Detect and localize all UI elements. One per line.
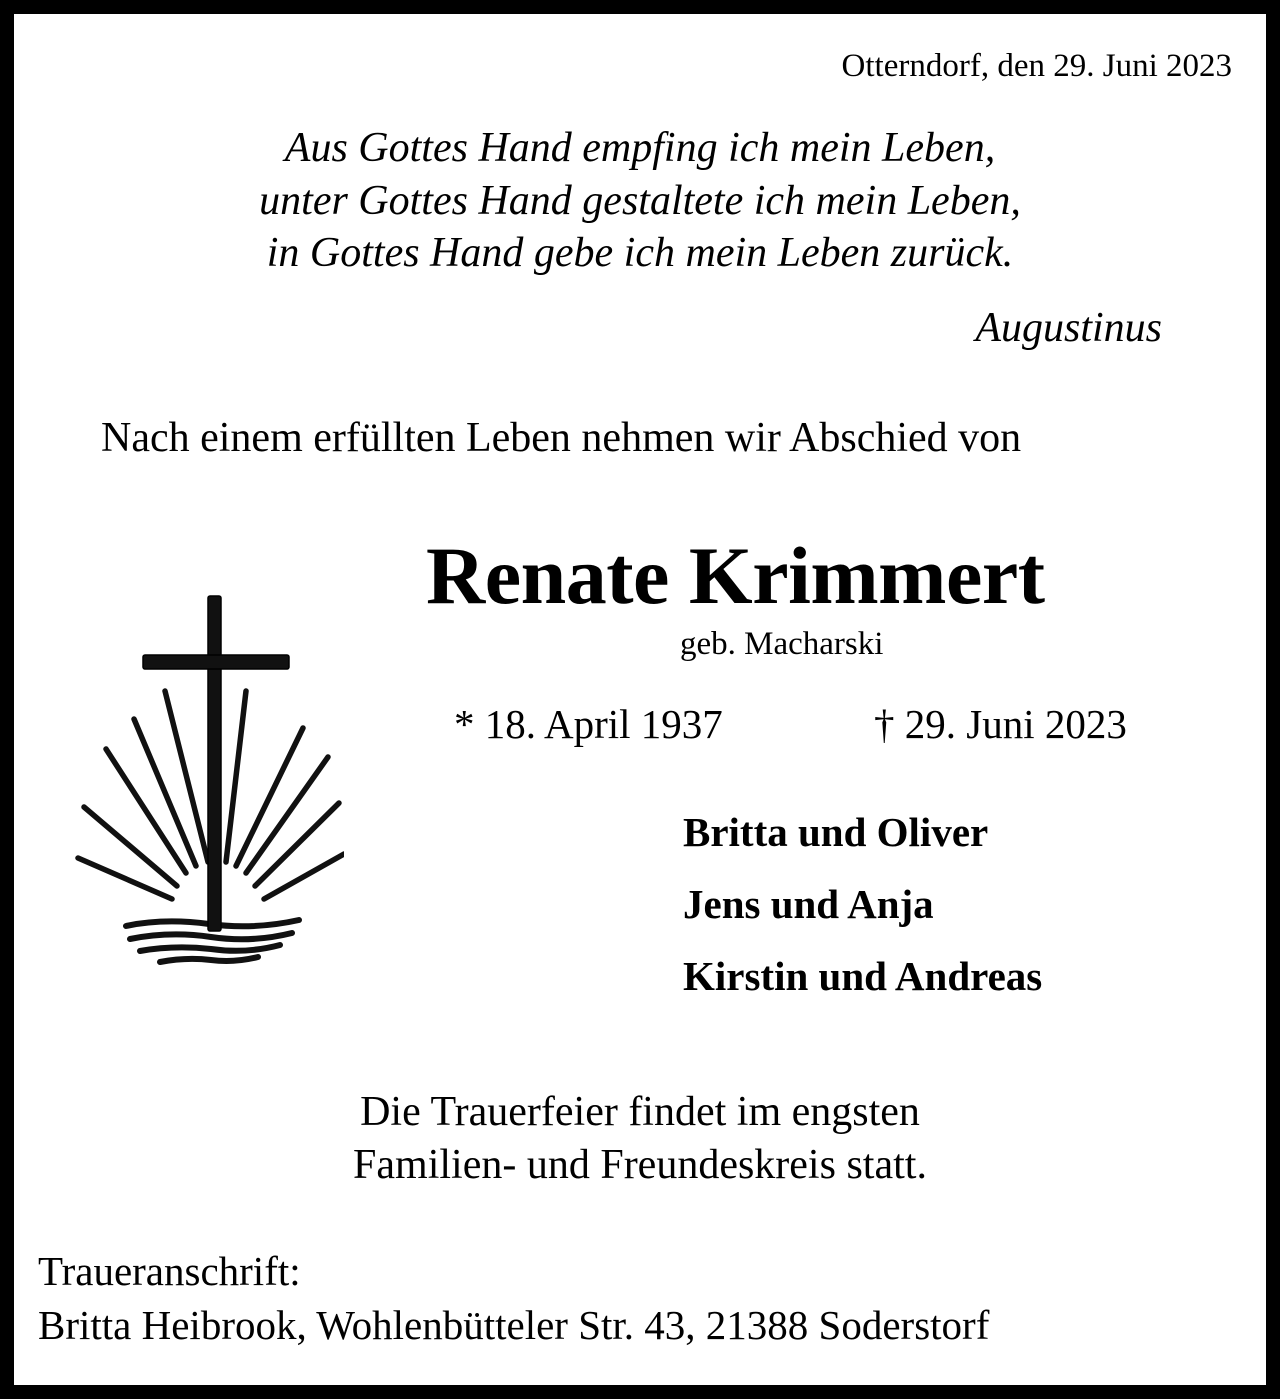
address-value: Britta Heibrook, Wohlenbütteler Str. 43, 21388 Soderstorf: [38, 1302, 990, 1348]
quote-author: Augustinus: [975, 305, 1162, 351]
mourner: Britta und Oliver: [683, 809, 989, 855]
ceremony-line: Die Trauerfeier findet im engsten: [360, 1089, 920, 1135]
ceremony-line: Familien- und Freundeskreis statt.: [353, 1142, 927, 1188]
quote-line: Aus Gottes Hand empfing ich mein Leben,: [284, 125, 996, 171]
mourner: Kirstin und Andreas: [683, 953, 1043, 999]
death-date: † 29. Juni 2023: [874, 701, 1127, 747]
place-and-date: Otterndorf, den 29. Juni 2023: [841, 48, 1232, 84]
intro-text: Nach einem erfüllten Leben nehmen wir Abschied von: [101, 415, 1022, 461]
mourner: Jens und Anja: [683, 881, 934, 927]
ceremony-note: [14, 1086, 1266, 1192]
quote-line: unter Gottes Hand gestaltete ich mein Leben,: [259, 177, 1021, 224]
mourners-list: [683, 796, 1042, 1012]
mourning-address: [38, 1244, 989, 1352]
cross-sunrise-water-icon: [74, 579, 344, 974]
address-label: Traueranschrift:: [38, 1248, 301, 1294]
death-notice: [14, 14, 1266, 1385]
deceased-name: Renate Krimmert: [426, 530, 1045, 621]
quote-line: in Gottes Hand gebe ich mein Leben zurück.: [266, 230, 1014, 276]
quote: [14, 122, 1266, 280]
maiden-name: geb. Macharski: [680, 626, 884, 662]
birth-date: * 18. April 1937: [454, 701, 723, 747]
